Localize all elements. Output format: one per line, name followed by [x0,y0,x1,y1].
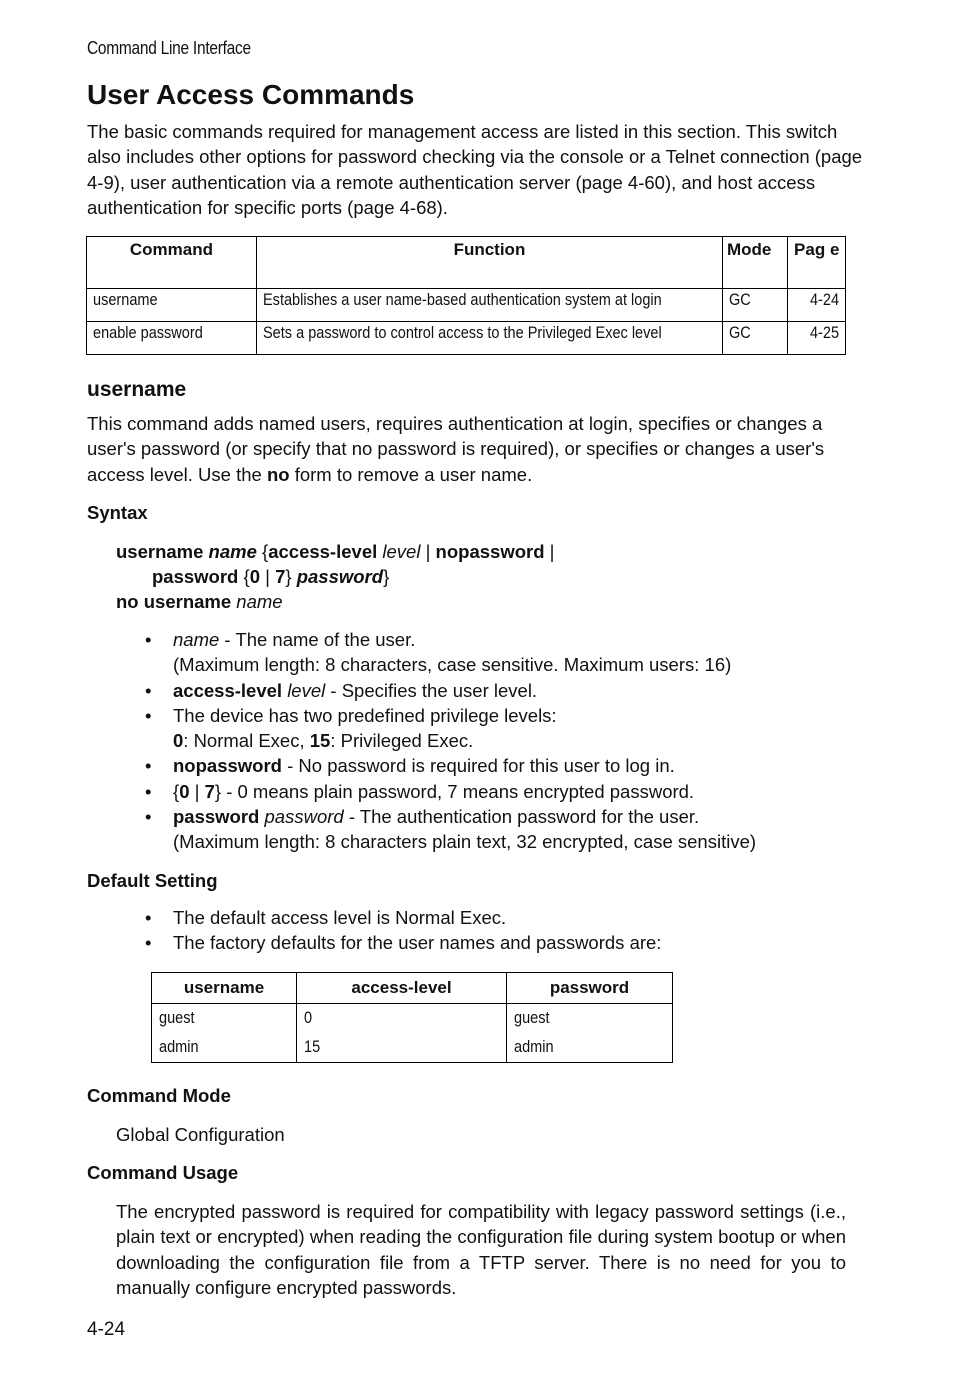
col-header-password: password [507,973,673,1004]
default-accounts-table [151,972,673,1063]
list-item: • nopassword - No password is required for this user to log in. [145,753,845,778]
command-usage-text: The encrypted password is required for compatibility with legacy password settings (i.e., plain text or encrypted) when reading the configuration file during system bootup or when downloading the configuration file from a TFTP server. There is no need for you to manually configure encrypted passwords. [116,1201,846,1298]
table-row [152,1033,673,1063]
cell-command: username [87,289,257,322]
syntax-heading: Syntax [87,502,148,523]
default-list [145,905,845,956]
parameter-list [145,627,845,855]
cell-access-level: 15 [297,1033,507,1063]
list-item: • The device has two predefined privilege levels: 0: Normal Exec, 15: Privileged Exec. [145,703,845,754]
page-number: 4-24 [87,1319,126,1340]
col-header-command: Command [87,237,257,289]
cell-password: guest [514,1009,550,1027]
cell-mode: GC [723,322,788,355]
default-setting-heading: Default Setting [87,870,218,891]
section-description: This command adds named users, requires authentication at login, specifies or changes a user's password (or specify that no password is required), or specifies or changes a user's access level. Use the no form to remove a user name. [87,413,825,485]
cell-page: 4-24 [788,289,846,322]
cell-page: 4-25 [788,322,846,355]
list-item: • The factory defaults for the user names and passwords are: [145,930,845,955]
col-header-mode: Mode [723,237,788,289]
table-row [87,322,846,355]
table-header-row [87,237,846,289]
cell-username: admin [152,1033,297,1063]
list-item: • name - The name of the user. (Maximum length: 8 characters, case sensitive. Maximum users: 16) [145,627,845,678]
command-mode-heading: Command Mode [87,1085,231,1106]
table-header-row [152,973,673,1004]
cell-access-level: 0 [297,1004,507,1034]
col-header-access-level: access-level [297,973,507,1004]
list-item: • password password - The authentication password for the user. (Maximum length: 8 characters plain text, 32 encrypted, case sensitive) [145,804,845,855]
intro-paragraph: The basic commands required for management access are listed in this section. This switch also includes other options for password checking via the console or a Telnet connection (page 4-9), user authentication via a remote authentication server (page 4-60), and host access authentication for specific ports (page 4-68). [87,121,863,218]
list-item: • {0 | 7} - 0 means plain password, 7 means encrypted password. [145,779,845,804]
command-mode-value: Global Configuration [116,1124,285,1145]
cell-function: Sets a password to control access to the Privileged Exec level [256,322,722,355]
cell-command: enable password [87,322,257,355]
section-title: username [87,378,187,401]
cell-password: admin [514,1038,554,1056]
cell-mode: GC [723,289,788,322]
col-header-username: username [152,973,297,1004]
list-item: • The default access level is Normal Exec. [145,905,845,930]
table-row [152,1004,673,1034]
running-header: Command Line Interface [87,38,251,58]
col-header-function: Function [256,237,722,289]
syntax-line-2: password {0 | 7} password} [152,566,390,587]
page-title: User Access Commands [87,79,415,110]
col-header-page: Pag e [788,237,846,289]
list-item: • access-level level - Specifies the user level. [145,678,845,703]
syntax-line-3: no username name [116,591,283,612]
command-usage-heading: Command Usage [87,1162,239,1183]
syntax-line-1: username name {access-level level | nopassword | [116,541,555,562]
commands-table [86,236,846,355]
table-row [87,289,846,322]
cell-username: guest [152,1004,297,1034]
cell-function: Establishes a user name-based authentication system at login [256,289,722,322]
